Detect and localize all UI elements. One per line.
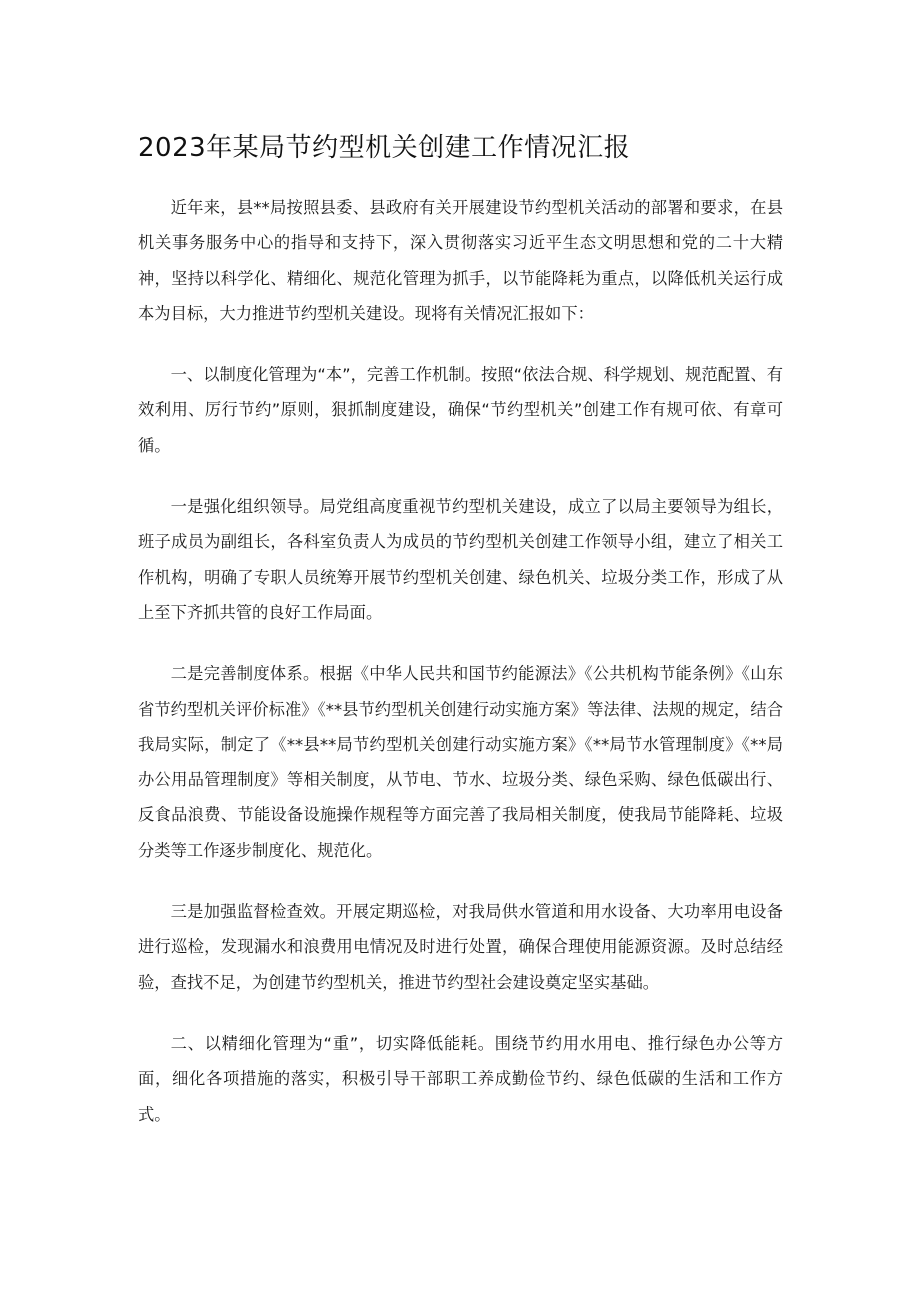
system-improvement-paragraph: 二是完善制度体系。根据《中华人民共和国节约能源法》《公共机构节能条例》《山东省节约型机关评价标准》《**县节约型机关创建行动实施方案》等法律、法规的规定，结合我局实际，制定了《**县**局节约型机关创建行动实施方案》《**局节水管理制度》《**局办公用品管理制度》等相关制度，从节电、节水、垃圾分类、绿色采购、绿色低碳出行、反食品浪费、节能设备设施操作规程等方面完善了我局相关制度，使我局节能降耗、垃圾分类等工作逐步制度化、规范化。	[138, 664, 783, 860]
intro-paragraph: 近年来，县**局按照县委、县政府有关开展建设节约型机关活动的部署和要求，在县机关事务服务中心的指导和支持下，深入贯彻落实习近平生态文明思想和党的二十大精神，坚持以科学化、精细化、规范化管理为抓手，以节能降耗为重点，以降低机关运行成本为目标，大力推进节约型机关建设。现将有关情况汇报如下：	[138, 198, 783, 323]
section-one-heading-paragraph: 一、以制度化管理为“本”，完善工作机制。按照“依法合规、科学规划、规范配置、有效利用、厉行节约”原则，狠抓制度建设，确保“节约型机关”创建工作有规可依、有章可循。	[138, 365, 783, 455]
document-body	[138, 190, 783, 1158]
document-title: 2023年某局节约型机关创建工作情况汇报	[138, 133, 631, 163]
supervision-inspection-paragraph: 三是加强监督检查效。开展定期巡检，对我局供水管道和用水设备、大功率用电设备进行巡检，发现漏水和浪费用电情况及时进行处置，确保合理使用能源资源。及时总结经验，查找不足，为创建节约型机关，推进节约型社会建设奠定坚实基础。	[138, 902, 783, 992]
organization-leadership-paragraph: 一是强化组织领导。局党组高度重视节约型机关建设，成立了以局主要领导为组长，班子成员为副组长，各科室负责人为成员的节约型机关创建工作领导小组，建立了相关工作机构，明确了专职人员统筹开展节约型机关创建、绿色机关、垃圾分类工作，形成了从上至下齐抓共管的良好工作局面。	[138, 497, 783, 622]
section-two-heading-paragraph: 二、以精细化管理为“重”，切实降低能耗。围绕节约用水用电、推行绿色办公等方面，细化各项措施的落实，积极引导干部职工养成勤俭节约、绿色低碳的生活和工作方式。	[138, 1033, 783, 1124]
